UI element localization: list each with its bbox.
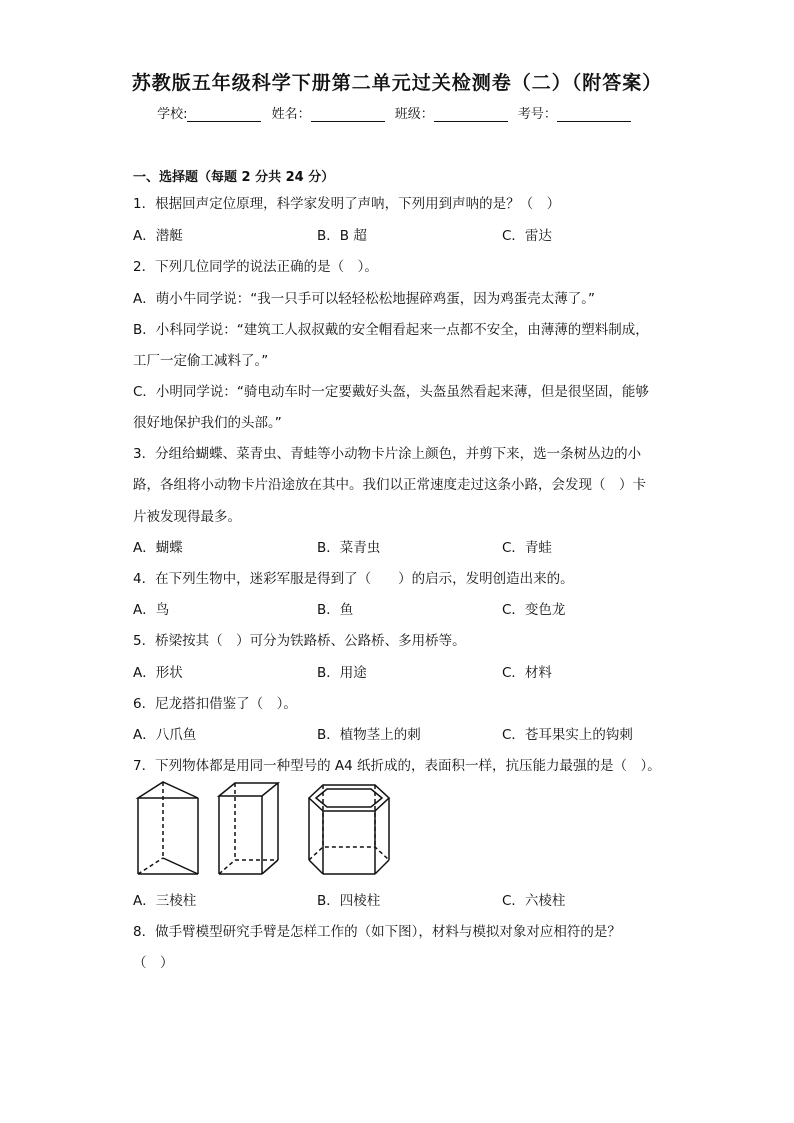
question-6-stem: 6．尼龙搭扣借鉴了（ ）。 bbox=[133, 696, 297, 712]
hexagonal-prism-figure bbox=[306, 780, 392, 878]
section-heading: 一、选择题（每题 2 分共 24 分） bbox=[133, 170, 335, 185]
question-2-option-b[interactable]: B．小科同学说：“建筑工人叔叔戴的安全帽看起来一点都不安全，由薄薄的塑料制成， bbox=[133, 322, 649, 338]
question-4-option-a[interactable]: A．鸟 bbox=[133, 602, 170, 618]
question-4-option-c[interactable]: C．变色龙 bbox=[502, 602, 566, 618]
question-6-option-c[interactable]: C．苍耳果实上的钩刺 bbox=[502, 727, 633, 743]
name-blank[interactable] bbox=[311, 107, 385, 122]
question-4-stem: 4．在下列生物中，迷彩军服是得到了（ ）的启示，发明创造出来的。 bbox=[133, 571, 574, 587]
number-blank[interactable] bbox=[557, 107, 631, 122]
question-8-stem-line2: （ ） bbox=[133, 955, 174, 971]
question-3-stem-line1: 3．分组给蝴蝶、菜青虫、青蛙等小动物卡片涂上颜色，并剪下来，选一条树丛边的小 bbox=[133, 446, 642, 462]
page-title: 苏教版五年级科学下册第二单元过关检测卷（二）（附答案） bbox=[131, 72, 663, 94]
number-label: 考号： bbox=[517, 107, 557, 122]
question-3-option-c[interactable]: C．青蛙 bbox=[502, 540, 552, 556]
class-label: 班级： bbox=[394, 107, 434, 122]
question-2-option-b-cont: 工厂一定偷工减料了。” bbox=[133, 353, 269, 369]
question-8-stem-line1: 8．做手臂模型研究手臂是怎样工作的（如下图），材料与模拟对象对应相符的是？ bbox=[133, 924, 621, 940]
question-3-option-b[interactable]: B．菜青虫 bbox=[317, 540, 381, 556]
triangular-prism-figure bbox=[135, 780, 201, 878]
question-2-option-c-cont: 很好地保护我们的头部。” bbox=[133, 415, 282, 431]
question-1-option-c[interactable]: C．雷达 bbox=[502, 228, 552, 244]
school-label: 学校: bbox=[157, 107, 188, 122]
school-blank[interactable] bbox=[187, 107, 261, 122]
student-info-line bbox=[0, 103, 794, 122]
question-2-option-c[interactable]: C．小明同学说：“骑电动车时一定要戴好头盔，头盔虽然看起来薄，但是很坚固，能够 bbox=[133, 384, 649, 400]
question-2-stem: 2．下列几位同学的说法正确的是（ ）。 bbox=[133, 259, 378, 275]
class-blank[interactable] bbox=[434, 107, 508, 122]
question-3-stem-line2: 路，各组将小动物卡片沿途放在其中。我们以正常速度走过这条小路，会发现（ ）卡 bbox=[133, 477, 646, 493]
name-label: 姓名： bbox=[271, 107, 311, 122]
question-7-option-a[interactable]: A．三棱柱 bbox=[133, 893, 197, 909]
question-7-option-b[interactable]: B．四棱柱 bbox=[317, 893, 381, 909]
question-5-stem: 5．桥梁按其（ ）可分为铁路桥、公路桥、多用桥等。 bbox=[133, 633, 466, 649]
question-4-option-b[interactable]: B．鱼 bbox=[317, 602, 354, 618]
question-7-option-c[interactable]: C．六棱柱 bbox=[502, 893, 566, 909]
question-2-option-a[interactable]: A．萌小牛同学说：“我一只手可以轻轻松松地握碎鸡蛋，因为鸡蛋壳太薄了。” bbox=[133, 291, 595, 307]
question-5-option-a[interactable]: A．形状 bbox=[133, 665, 183, 681]
square-prism-figure bbox=[217, 780, 281, 878]
question-1-option-a[interactable]: A．潜艇 bbox=[133, 228, 183, 244]
question-3-option-a[interactable]: A．蝴蝶 bbox=[133, 540, 183, 556]
question-6-option-a[interactable]: A．八爪鱼 bbox=[133, 727, 197, 743]
question-5-option-b[interactable]: B．用途 bbox=[317, 665, 367, 681]
question-7-stem: 7．下列物体都是用同一种型号的 A4 纸折成的，表面积一样，抗压能力最强的是（ ）。 bbox=[133, 758, 661, 774]
question-3-stem-line3: 片被发现得最多。 bbox=[133, 509, 241, 525]
question-6-option-b[interactable]: B．植物茎上的刺 bbox=[317, 727, 421, 743]
question-5-option-c[interactable]: C．材料 bbox=[502, 665, 552, 681]
question-1-option-b[interactable]: B．B 超 bbox=[317, 228, 367, 244]
question-1-stem: 1．根据回声定位原理，科学家发明了声呐，下列用到声呐的是？（ ） bbox=[133, 196, 561, 212]
